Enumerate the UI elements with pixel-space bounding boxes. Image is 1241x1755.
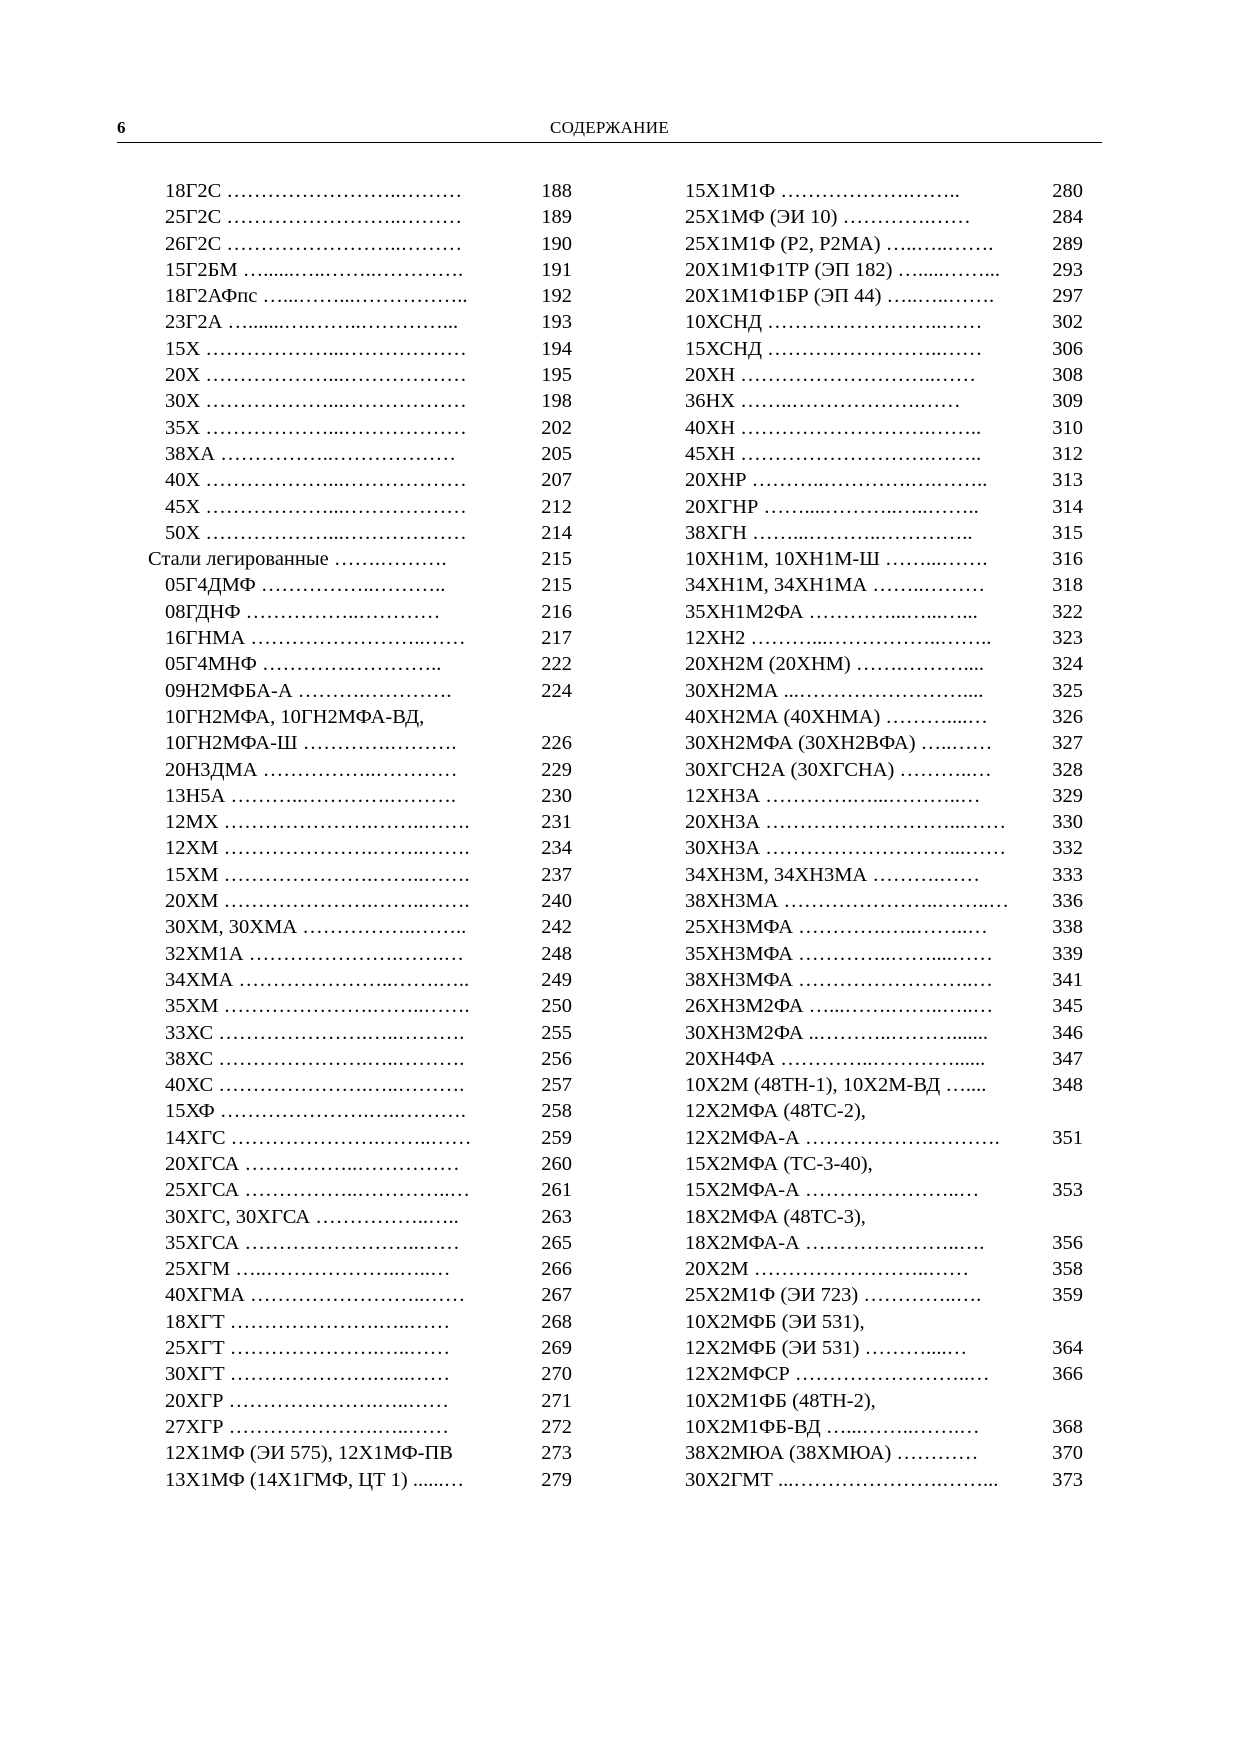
toc-entry [148, 651, 572, 677]
toc-entry [668, 572, 1083, 598]
toc-entry-page: 328 [1052, 758, 1083, 781]
toc-entry-label: 25ХГМ …..………………..…..… [165, 1258, 451, 1281]
toc-entry-label: 34ХН3М, 34ХН3МА ……….…… [685, 863, 980, 886]
toc-entry-page: 348 [1052, 1074, 1083, 1097]
toc-entry-page: 336 [1052, 890, 1083, 913]
toc-entry-label: 10ХСНД ……………………..…… [685, 311, 983, 334]
toc-entry-page: 316 [1052, 548, 1083, 571]
toc-entry-label: 10Х2М (48ТН-1), 10Х2М-ВД ….... [685, 1074, 987, 1097]
toc-entry-page: 333 [1052, 863, 1083, 886]
toc-entry [668, 967, 1083, 993]
toc-entry-label: 25Х1М1Ф (Р2, Р2МА) …..…..……. [685, 232, 994, 255]
toc-entry-label: 30ХГСН2А (30ХГСНА) ………..… [685, 758, 992, 781]
toc-entry [148, 309, 572, 335]
toc-entry-page: 347 [1052, 1047, 1083, 1070]
toc-entry-label: 38ХН3МФА ……………………..… [685, 968, 993, 991]
toc-entry-page: 207 [541, 469, 572, 492]
toc-entry [668, 1204, 1083, 1230]
toc-entry-page: 370 [1052, 1442, 1083, 1465]
toc-entry [148, 599, 572, 625]
toc-entry [148, 1467, 572, 1493]
toc-entry-page: 284 [1052, 206, 1083, 229]
toc-entry [148, 1230, 572, 1256]
toc-entry-label: 18ХГТ ………………….…..…… [165, 1310, 451, 1333]
toc-entry-page: 215 [541, 548, 572, 571]
toc-entry-label: 20ХГНР ……....………..…..…….. [685, 495, 979, 518]
toc-entry-page: 312 [1052, 442, 1083, 465]
toc-entry [668, 1256, 1083, 1282]
toc-entry-page: 293 [1052, 258, 1083, 281]
toc-entry-page: 308 [1052, 364, 1083, 387]
toc-entry-label: 18Г2АФпс …...……...…………….. [165, 285, 468, 308]
toc-entry [148, 888, 572, 914]
toc-entry-page: 194 [541, 337, 572, 360]
toc-entry [668, 1361, 1083, 1387]
toc-entry [668, 283, 1083, 309]
toc-entry-label: 20Н3ДМА ……………..………… [165, 758, 458, 781]
toc-entry-label: 15Г2БМ …......…..……..…………. [165, 258, 464, 281]
toc-entry-label: 27ХГР ………………….…..…… [165, 1415, 450, 1438]
toc-entry [148, 1125, 572, 1151]
toc-entry-page: 368 [1052, 1415, 1083, 1438]
toc-entry [668, 1440, 1083, 1466]
toc-entry [148, 362, 572, 388]
toc-entry-page: 267 [541, 1284, 572, 1307]
toc-entry-label: 30ХН3М2ФА ..………..………....... [685, 1021, 989, 1044]
toc-entry [668, 1467, 1083, 1493]
toc-entry-page: 341 [1052, 968, 1083, 991]
toc-entry-label: 35ХГСА ……………………..…… [165, 1231, 460, 1254]
toc-entry [148, 993, 572, 1019]
toc-entry-page: 188 [541, 180, 572, 202]
toc-entry-label: 33ХС ………………….…..………. [165, 1021, 465, 1044]
toc-entry-page: 345 [1052, 995, 1083, 1018]
toc-entry-label: 23Г2А ….......….……..…………... [165, 311, 459, 334]
toc-entry-label: 30ХН2МФА (30ХН2ВФА) …..…… [685, 732, 993, 755]
toc-entry [668, 757, 1083, 783]
toc-entry-page: 212 [541, 495, 572, 518]
toc-entry [668, 704, 1083, 730]
toc-entry-label: 12Х2МФА (48ТС-2), [685, 1100, 866, 1123]
toc-entry-label: 45ХН ……………………….…….. [685, 442, 982, 465]
toc-entry-page: 325 [1052, 679, 1083, 702]
toc-entry-page: 258 [541, 1100, 572, 1123]
toc-entry-label: 30Х2ГМТ ...………………….……... [685, 1468, 999, 1491]
toc-entry-label: 40ХН2МА (40ХНМА) ………....… [685, 705, 988, 728]
toc-entry-label: 25ХГСА ……………..…………..… [165, 1179, 470, 1202]
toc-entry-label: 13Х1МФ (14Х1ГМФ, ЦТ 1) ......… [165, 1468, 465, 1491]
toc-entry-label: 12ХН3А ………….…...………..… [685, 784, 981, 807]
toc-entry-page: 198 [541, 390, 572, 413]
toc-entry-page: 271 [541, 1389, 572, 1412]
toc-entry-label: 20ХН ………………………..…… [685, 364, 976, 387]
toc-entry-page: 193 [541, 311, 572, 334]
toc-entry [148, 1046, 572, 1072]
toc-entry [668, 1151, 1083, 1177]
toc-entry-label: 09Н2МФБА-А ……….…………. [165, 679, 452, 702]
toc-entry [148, 283, 572, 309]
toc-entry-page: 373 [1052, 1468, 1083, 1491]
toc-entry [668, 625, 1083, 651]
toc-entry [668, 1020, 1083, 1046]
toc-entry-label: 12ХН2 ………...……………..…….. [685, 627, 992, 650]
toc-entry-page: 231 [541, 811, 572, 834]
toc-entry-label: 38ХГН ……...………..………….. [685, 521, 973, 544]
toc-entry [148, 204, 572, 230]
toc-entry-label: 26ХН3М2ФА …...…….……..…..… [685, 995, 994, 1018]
toc-entry-label: 38ХН3МА …………………..……..… [685, 890, 1010, 913]
toc-entry [148, 625, 572, 651]
toc-entry [668, 1335, 1083, 1361]
toc-entry-label: 20ХМ ………………….……..……. [165, 890, 470, 913]
toc-entry-page: 310 [1052, 416, 1083, 439]
toc-entry-label: 26Г2С ……………………..……… [165, 232, 463, 255]
toc-entry-page: 240 [541, 890, 572, 913]
toc-entry [148, 1256, 572, 1282]
toc-entry-page: 326 [1052, 705, 1083, 728]
toc-entry-page: 358 [1052, 1258, 1083, 1281]
running-title: СОДЕРЖАНИЕ [549, 118, 670, 137]
toc-entry [668, 1388, 1083, 1414]
toc-entry [668, 1125, 1083, 1151]
toc-entry-label: 15ХМ ………………….……..……. [165, 863, 470, 886]
toc-entry-label: 13Н5А ………..………….………. [165, 784, 456, 807]
toc-entry-page: 266 [541, 1258, 572, 1281]
toc-entry-page: 324 [1052, 653, 1083, 676]
toc-entry-page: 250 [541, 995, 572, 1018]
toc-entry [148, 809, 572, 835]
toc-entry [148, 704, 572, 730]
toc-entry [668, 204, 1083, 230]
toc-entry [148, 678, 572, 704]
toc-entry-page: 195 [541, 364, 572, 387]
toc-entry-label: 40Х ………………...……………… [165, 469, 467, 492]
toc-entry-label: 10ХН1М, 10ХН1М-Ш ……...……. [685, 548, 988, 571]
toc-entry-label: 18Г2С ……………………..……… [165, 180, 463, 202]
toc-entry-page: 366 [1052, 1363, 1083, 1386]
toc-entry-label: 50Х ………………...……………… [165, 521, 467, 544]
toc-entry-page: 215 [541, 574, 572, 597]
toc-entry-label: 30ХГС, 30ХГСА ……………..….. [165, 1205, 459, 1228]
toc-entry-page: 332 [1052, 837, 1083, 860]
toc-entry-label: 35ХН3МФА …………..……....…… [685, 942, 993, 965]
toc-entry-page: 272 [541, 1415, 572, 1438]
toc-entry-page: 261 [541, 1179, 572, 1202]
toc-entry [148, 1309, 572, 1335]
toc-entry [148, 494, 572, 520]
toc-entry-label: 08ГДНФ ……………..………… [165, 600, 441, 623]
toc-entry-label: 05Г4ДМФ ……………..……….. [165, 574, 446, 597]
toc-section-heading [148, 546, 572, 572]
toc-entry [668, 178, 1083, 204]
toc-entry-label: 15Х1М1Ф ……………….…….. [685, 180, 960, 202]
toc-entry-label: 40ХС ………………….…..………. [165, 1074, 465, 1097]
toc-entry-label: 20Х1М1Ф1ТР (ЭП 182) ….....……... [685, 258, 1001, 281]
toc-entry-page: 322 [1052, 600, 1083, 623]
toc-entry-page: 248 [541, 942, 572, 965]
toc-entry-label: 20Х2М ……………………..…… [685, 1258, 970, 1281]
toc-entry-page: 364 [1052, 1337, 1083, 1360]
toc-entry-page: 268 [541, 1310, 572, 1333]
toc-entry-label: 38Х2МЮА (38ХМЮА) ………… [685, 1442, 979, 1465]
toc-entry-label: 20ХН2М (20ХНМ) …….……….... [685, 653, 984, 676]
toc-entry [148, 1440, 572, 1466]
toc-entry [148, 231, 572, 257]
toc-entry-label: 20ХГСА ……………..…………… [165, 1152, 460, 1175]
toc-entry [148, 388, 572, 414]
toc-entry [148, 757, 572, 783]
toc-entry-page: 237 [541, 863, 572, 886]
toc-entry-label: 12МХ ………………….……..……. [165, 811, 470, 834]
toc-entry [668, 309, 1083, 335]
toc-entry [148, 441, 572, 467]
toc-entry-page: 309 [1052, 390, 1083, 413]
toc-entry-label: 05Г4МНФ ………….………….. [165, 653, 442, 676]
toc-entry-page: 346 [1052, 1021, 1083, 1044]
toc-entry-page: 191 [541, 258, 572, 281]
toc-entry [668, 1309, 1083, 1335]
toc-entry [148, 572, 572, 598]
toc-entry-page: 230 [541, 784, 572, 807]
toc-entry-label: Стали легированные …….………. [148, 548, 447, 571]
toc-entry [148, 1335, 572, 1361]
toc-entry [668, 783, 1083, 809]
page-number: 6 [117, 118, 126, 137]
toc-entry-label: 15Х ………………...……………… [165, 337, 467, 360]
toc-entry [668, 1046, 1083, 1072]
toc-entry-label: 15ХСНД ……………………..…… [685, 337, 983, 360]
toc-entry-label: 45Х ………………...……………… [165, 495, 467, 518]
toc-entry-label: 32ХМ1А ………………….…….… [165, 942, 464, 965]
toc-entry [668, 546, 1083, 572]
toc-entry [148, 1361, 572, 1387]
toc-entry [668, 1177, 1083, 1203]
toc-entry-label: 20ХН4ФА …………..…………...... [685, 1047, 986, 1070]
toc-entry [148, 1151, 572, 1177]
toc-entry-page: 255 [541, 1021, 572, 1044]
toc-entry [668, 467, 1083, 493]
toc-entry-page: 289 [1052, 232, 1083, 255]
toc-entry-label: 12ХМ ………………….……..……. [165, 837, 470, 860]
toc-entry-label: 10Х2М1ФБ (48ТН-2), [685, 1389, 876, 1412]
toc-entry-label: 18Х2МФА (48ТС-3), [685, 1205, 866, 1228]
toc-entry [148, 862, 572, 888]
toc-entry [668, 520, 1083, 546]
toc-entry [668, 1414, 1083, 1440]
toc-entry [148, 336, 572, 362]
toc-entry [148, 1282, 572, 1308]
toc-entry-label: 15Х2МФА-А …………………..… [685, 1179, 980, 1202]
toc-entry-page: 327 [1052, 732, 1083, 755]
toc-entry [148, 1072, 572, 1098]
toc-entry [668, 941, 1083, 967]
toc-entry-page: 353 [1052, 1179, 1083, 1202]
toc-entry-label: 30ХГТ ………………….…..…… [165, 1363, 451, 1386]
toc-entry-label: 12Х2МФСР ……………………..… [685, 1363, 990, 1386]
toc-entry-page: 351 [1052, 1126, 1083, 1149]
toc-entry [148, 467, 572, 493]
toc-entry-page: 205 [541, 442, 572, 465]
toc-entry-page: 259 [541, 1126, 572, 1149]
toc-entry [148, 835, 572, 861]
toc-entry-page: 359 [1052, 1284, 1083, 1307]
toc-entry [668, 257, 1083, 283]
toc-entry-page: 229 [541, 758, 572, 781]
toc-entry-page: 302 [1052, 311, 1083, 334]
toc-entry-label: 16ГНМА ……………………..…… [165, 627, 466, 650]
toc-entry [668, 494, 1083, 520]
toc-entry-page: 242 [541, 916, 572, 939]
toc-entry [148, 257, 572, 283]
toc-entry-page: 257 [541, 1074, 572, 1097]
toc-entry-page: 339 [1052, 942, 1083, 965]
toc-entry-label: 14ХГС ………………….……..…… [165, 1126, 472, 1149]
toc-entry [668, 888, 1083, 914]
toc-entry-page: 323 [1052, 627, 1083, 650]
toc-entry-page: 214 [541, 521, 572, 544]
toc-entry-page: 224 [541, 679, 572, 702]
toc-entry-label: 38ХА ……………..……………… [165, 442, 456, 465]
toc-entry [148, 1414, 572, 1440]
toc-entry-page: 356 [1052, 1231, 1083, 1254]
page-header [117, 116, 1102, 143]
toc-entry [668, 415, 1083, 441]
toc-entry-label: 25ХГТ ………………….…..…… [165, 1337, 451, 1360]
toc-entry-label: 34ХМА …………………..…….….. [165, 968, 470, 991]
toc-entry-label: 34ХН1М, 34ХН1МА ……..……… [685, 574, 986, 597]
toc-entry-label: 20ХН3А ………………………...…… [685, 811, 1007, 834]
toc-entry-label: 10Х2МФБ (ЭИ 531), [685, 1310, 865, 1333]
toc-entry [668, 388, 1083, 414]
toc-entry [668, 231, 1083, 257]
toc-entry [668, 835, 1083, 861]
toc-entry-label: 12Х2МФБ (ЭИ 531) ………....… [685, 1337, 968, 1360]
toc-entry [668, 862, 1083, 888]
toc-entry-page: 226 [541, 732, 572, 755]
toc-entry [148, 415, 572, 441]
toc-entry-label: 20Х1М1Ф1БР (ЭП 44) …..…..……. [685, 285, 995, 308]
toc-entry-page: 202 [541, 416, 572, 439]
toc-entry [148, 730, 572, 756]
toc-left-column [148, 178, 572, 1493]
toc-entry [668, 730, 1083, 756]
toc-entry [148, 178, 572, 204]
toc-entry-label: 12Х2МФА-А ……………….………. [685, 1126, 1000, 1149]
toc-entry-label: 15ХФ ………………….…..………. [165, 1100, 466, 1123]
toc-entry-page: 222 [541, 653, 572, 676]
toc-entry [148, 1020, 572, 1046]
toc-entry-label: 25Х1МФ (ЭИ 10) ………….…… [685, 206, 971, 229]
toc-entry-label: 10Х2М1ФБ-ВД …...……..…….… [685, 1415, 980, 1438]
toc-entry [148, 1204, 572, 1230]
toc-entry-page: 216 [541, 600, 572, 623]
toc-entry-label: 15Х2МФА (ТС-3-40), [685, 1152, 873, 1175]
toc-entry-page: 306 [1052, 337, 1083, 360]
toc-entry-page: 217 [541, 627, 572, 650]
toc-entry [668, 336, 1083, 362]
toc-entry-label: 30ХН2МА ...…………………….... [685, 679, 984, 702]
toc-entry [148, 1098, 572, 1124]
toc-entry-label: 30ХМ, 30ХМА ……………..…….. [165, 916, 467, 939]
toc-entry [148, 783, 572, 809]
toc-entry [148, 914, 572, 940]
toc-entry [668, 1282, 1083, 1308]
toc-entry [148, 1177, 572, 1203]
toc-entry-label: 20ХГР ………………….…..…… [165, 1389, 450, 1412]
toc-entry [668, 993, 1083, 1019]
toc-entry-page: 318 [1052, 574, 1083, 597]
toc-entry-page: 338 [1052, 916, 1083, 939]
toc-entry-page: 190 [541, 232, 572, 255]
toc-entry-page: 273 [541, 1442, 572, 1465]
toc-entry-label: 35ХН1М2ФА …………...…...…... [685, 600, 978, 623]
toc-right-column [668, 178, 1083, 1493]
toc-entry-label: 20Х ………………...……………… [165, 364, 467, 387]
toc-entry-page: 234 [541, 837, 572, 860]
toc-entry-label: 30Х ………………...……………… [165, 390, 467, 413]
toc-entry [668, 441, 1083, 467]
toc-entry-label: 10ГН2МФА-Ш ………….………. [165, 732, 457, 755]
toc-entry [668, 651, 1083, 677]
toc-entry-label: 10ГН2МФА, 10ГН2МФА-ВД, [165, 705, 425, 728]
toc-entry-page: 189 [541, 206, 572, 229]
toc-entry-label: 40ХГМА ……………………..…… [165, 1284, 466, 1307]
toc-entry [668, 809, 1083, 835]
toc-entry-label: 38ХС ………………….…..………. [165, 1047, 465, 1070]
toc-entry-label: 25Г2С ……………………..……… [165, 206, 463, 229]
toc-entry-page: 260 [541, 1152, 572, 1175]
toc-entry [148, 941, 572, 967]
toc-entry [668, 678, 1083, 704]
toc-entry-page: 256 [541, 1047, 572, 1070]
toc-entry-page: 192 [541, 285, 572, 308]
toc-entry [668, 1072, 1083, 1098]
toc-entry-page: 279 [541, 1468, 572, 1491]
toc-entry-label: 18Х2МФА-А …………………..…. [685, 1231, 985, 1254]
toc-entry-label: 36НХ ……..……………….…… [685, 390, 961, 413]
toc-entry-page: 270 [541, 1363, 572, 1386]
toc-entry-page: 314 [1052, 495, 1083, 518]
toc-entry-label: 25ХН3МФА ………….…..……..… [685, 916, 988, 939]
toc-entry [148, 1388, 572, 1414]
toc-entry [668, 599, 1083, 625]
toc-entry-page: 263 [541, 1205, 572, 1228]
toc-entry-page: 265 [541, 1231, 572, 1254]
toc-entry [668, 914, 1083, 940]
toc-entry [668, 362, 1083, 388]
toc-entry [148, 520, 572, 546]
toc-entry [668, 1098, 1083, 1124]
toc-entry [148, 967, 572, 993]
toc-entry-page: 249 [541, 968, 572, 991]
toc-entry-page: 315 [1052, 521, 1083, 544]
toc-entry-page: 329 [1052, 784, 1083, 807]
toc-entry-label: 35Х ………………...……………… [165, 416, 467, 439]
toc-entry-page: 280 [1052, 180, 1083, 202]
toc-entry [668, 1230, 1083, 1256]
toc-entry-label: 20ХНР ………..………….….…….. [685, 469, 988, 492]
toc-entry-page: 313 [1052, 469, 1083, 492]
toc-entry-page: 297 [1052, 285, 1083, 308]
toc-entry-label: 25Х2М1Ф (ЭИ 723) …………..…. [685, 1284, 982, 1307]
toc-entry-page: 269 [541, 1337, 572, 1360]
toc-entry-label: 12Х1МФ (ЭИ 575), 12Х1МФ-ПВ [165, 1442, 453, 1465]
toc-entry-label: 40ХН ……………………….…….. [685, 416, 982, 439]
toc-entry-page: 330 [1052, 811, 1083, 834]
toc-entry-label: 30ХН3А ………………………...…… [685, 837, 1007, 860]
toc-entry-label: 35ХМ ………………….……..……. [165, 995, 470, 1018]
